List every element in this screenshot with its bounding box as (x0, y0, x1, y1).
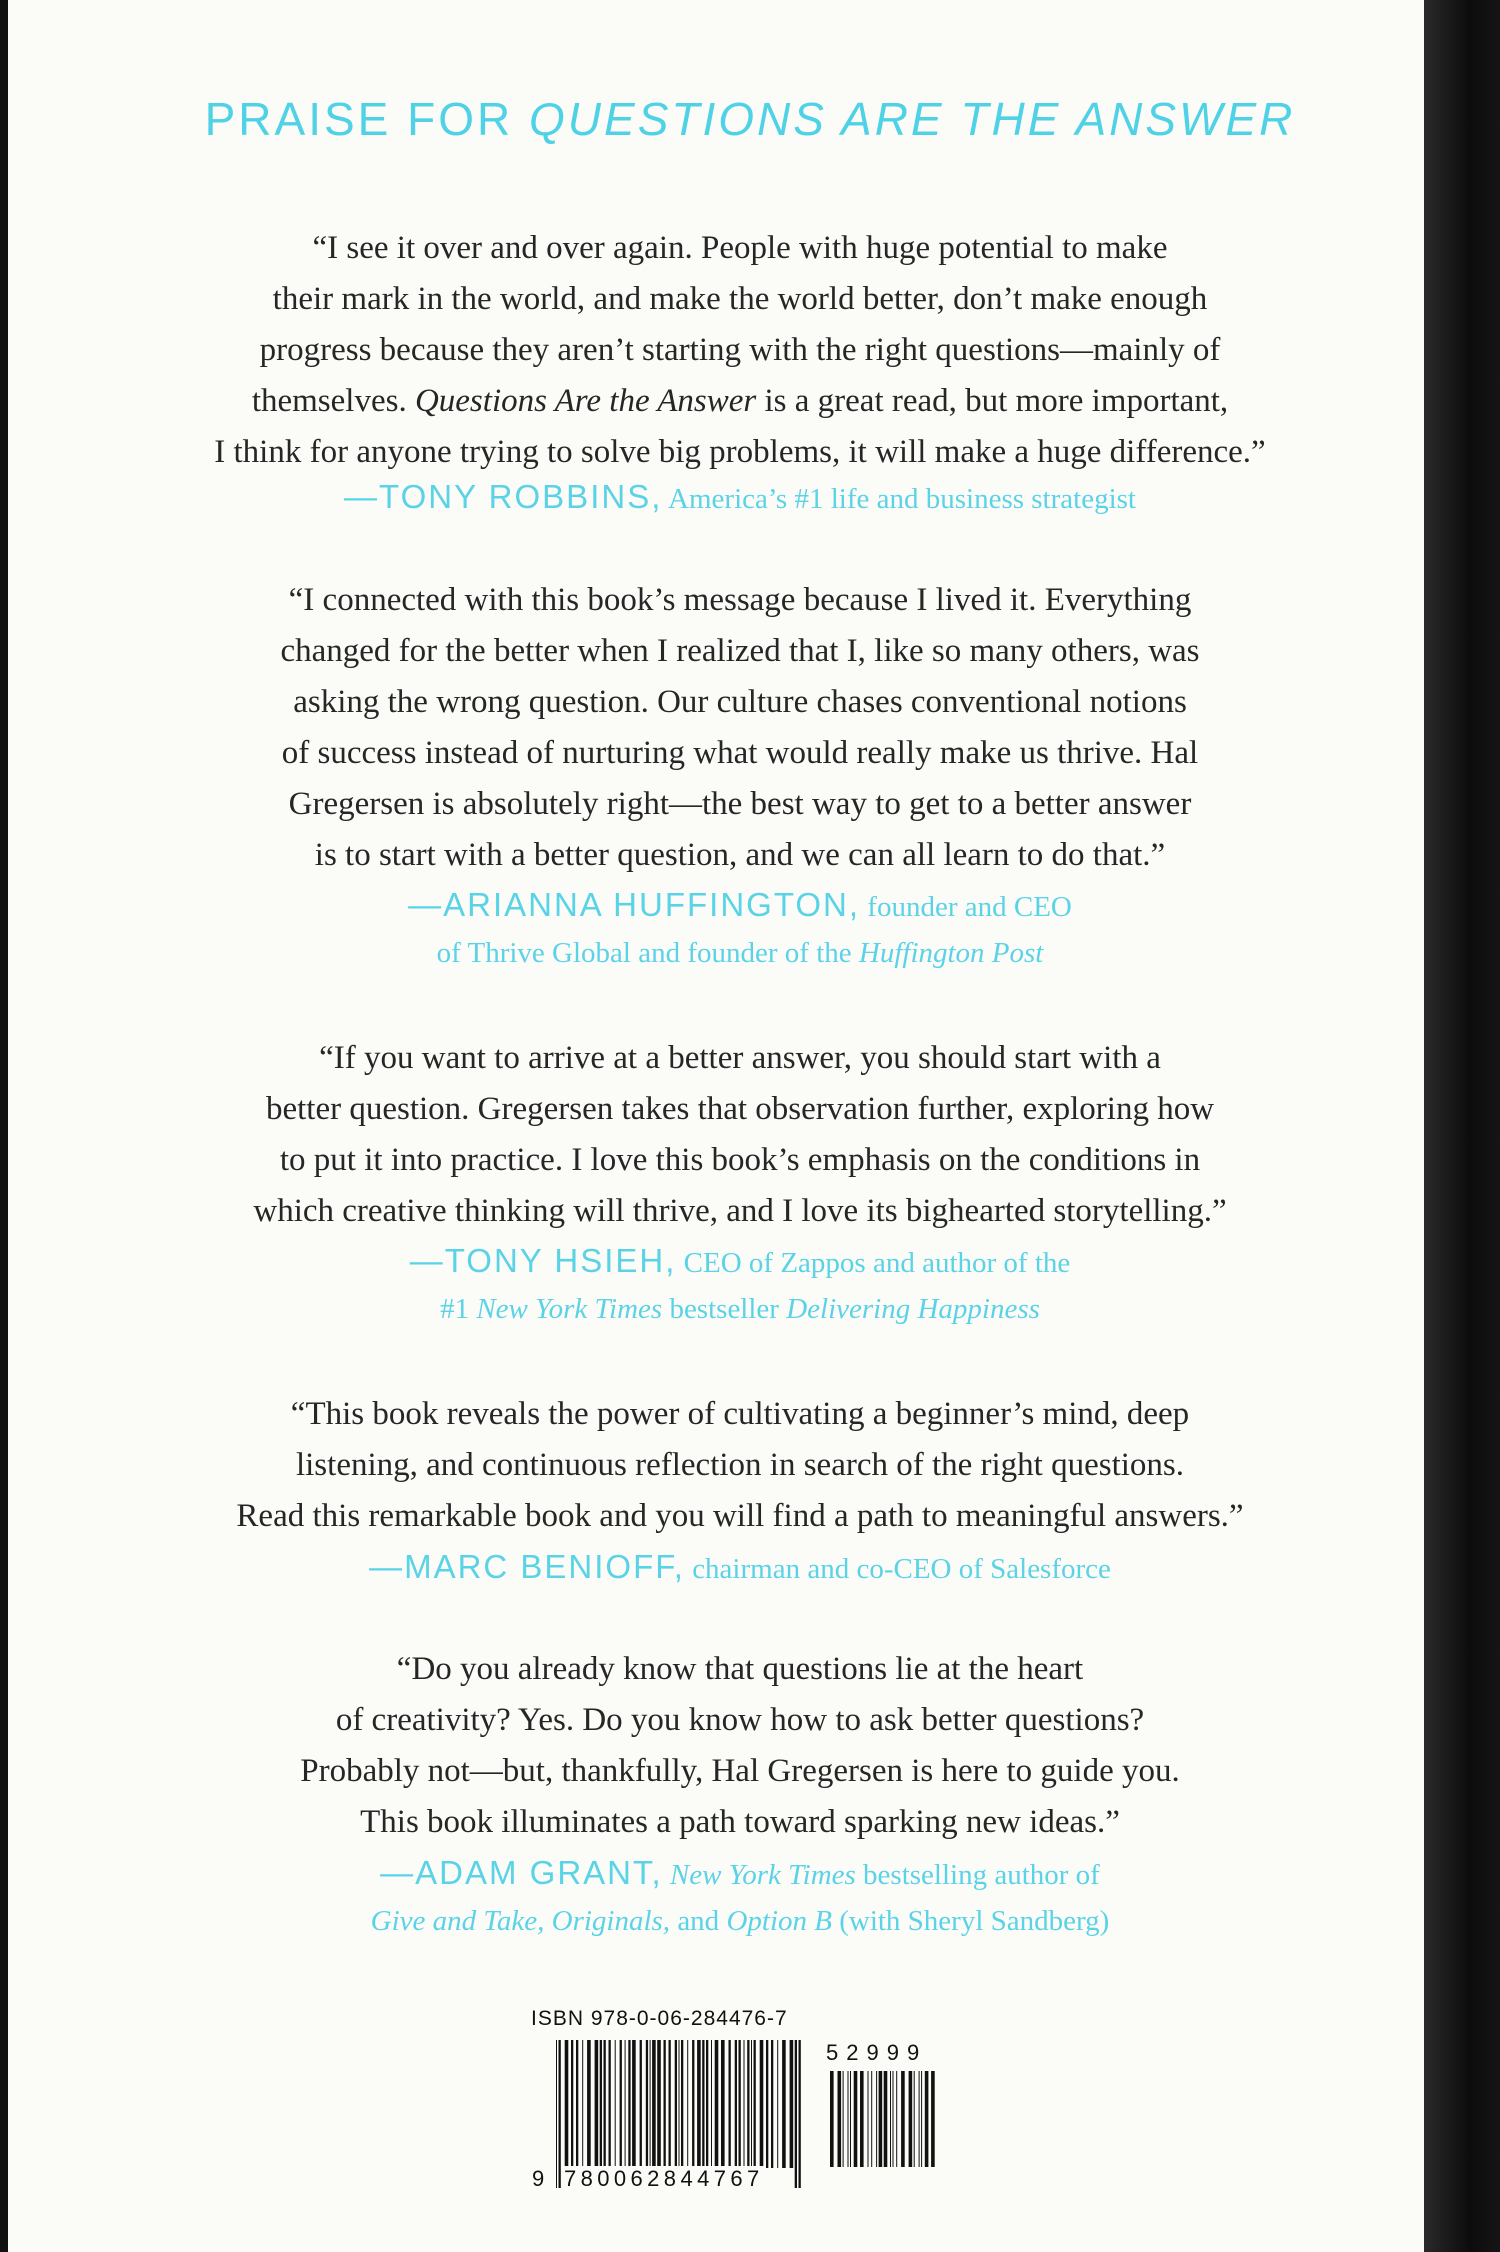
blurb-attribution-grant: —ADAM GRANT, New York Times bestselling author of Give and Take, Originals, and Option B (with Sheryl Sandberg) (370, 1854, 1110, 1937)
barcode-bar (706, 2040, 708, 2168)
price-addon-digits: 52999 (826, 2040, 928, 2065)
barcode-bar (652, 2040, 656, 2168)
barcode-bar (640, 2040, 642, 2168)
isbn-label: ISBN 978-0-06-284476-7 (531, 2007, 788, 2030)
blurb-quote-huffington: “I connected with this book’s message because I lived it. Everything changed for the better when I realized that I, like so many others, was asking the wrong question. Our culture chases conventional notions of success instead of nurturing what would really make us thrive. Hal Gregersen is absolutely right—the best way to get to a better answer is to start with a better question, and we can all learn to do that.” (280, 582, 1200, 873)
spine-left-edge (0, 0, 8, 2252)
barcode-bar (702, 2040, 704, 2168)
barcode-bar (628, 2040, 630, 2168)
attribution-name: —MARC BENIOFF, (369, 1548, 685, 1585)
barcode-bar (850, 2071, 851, 2167)
barcode-bar (692, 2040, 694, 2168)
barcode-bar (571, 2040, 573, 2168)
attribution-name: —TONY ROBBINS, (344, 478, 663, 515)
barcode-bar (582, 2040, 583, 2168)
barcode-bar (871, 2071, 872, 2167)
blurb-attribution-robbins: —TONY ROBBINS, America’s #1 life and business strategist (344, 478, 1136, 515)
barcode-bar (595, 2040, 599, 2168)
barcode-bar (795, 2040, 797, 2188)
blurb-attribution-benioff: —MARC BENIOFF, chairman and co-CEO of Salesforce (369, 1548, 1111, 1585)
barcode-bar (782, 2040, 786, 2168)
barcode-bar (664, 2040, 666, 2168)
barcode-bar (681, 2040, 683, 2168)
barcode-bar (715, 2040, 719, 2168)
barcode-bar (799, 2040, 801, 2188)
barcode-bar (754, 2040, 756, 2168)
blurb-attribution-hsieh: —TONY HSIEH, CEO of Zappos and author of the #1 New York Times bestseller Delivering Happiness (409, 1242, 1071, 1325)
barcode-bar (675, 2040, 677, 2168)
barcode-bar (914, 2071, 915, 2167)
barcode-bar (879, 2071, 883, 2167)
barcode-bar (721, 2040, 725, 2168)
blurb-quote-benioff: “This book reveals the power of cultivating a beginner’s mind, deep listening, and continuous reflection in search of the right questions. Read this remarkable book and you will find a path to meaningful answers.” (236, 1396, 1244, 1534)
barcode-bar (697, 2040, 701, 2168)
barcode-bar (576, 2040, 578, 2168)
barcode-lead-digit: 9 (532, 2166, 545, 2191)
barcode-bar (854, 2071, 858, 2167)
barcode-bar (747, 2040, 749, 2168)
barcode-bar (679, 2040, 680, 2168)
barcode-bar (777, 2040, 778, 2168)
barcode-bar (830, 2071, 834, 2167)
barcode-bar (838, 2071, 842, 2167)
barcode-bar (669, 2040, 671, 2168)
barcode-bar (893, 2071, 894, 2167)
barcode-bar (919, 2071, 920, 2167)
barcode-bar (909, 2071, 913, 2167)
barcode-bar (766, 2040, 768, 2168)
barcode-bar (843, 2071, 844, 2167)
barcode-bar (615, 2040, 616, 2168)
barcode-bar (632, 2040, 636, 2168)
barcode-bar (604, 2040, 606, 2168)
attribution-name: —TONY HSIEH, (409, 1242, 677, 1279)
barcode-bar (646, 2040, 648, 2168)
barcode-bar (890, 2071, 891, 2167)
barcode-bar (925, 2071, 929, 2167)
barcode-bar (559, 2040, 561, 2188)
barcode-bar (868, 2071, 869, 2167)
barcode-bar (657, 2040, 661, 2168)
praise-heading: PRAISE FOR QUESTIONS ARE THE ANSWER (204, 93, 1296, 145)
barcode-bar (884, 2071, 888, 2167)
barcode-bar (625, 2040, 626, 2168)
barcode-bar (921, 2071, 922, 2167)
barcode-bar (739, 2040, 741, 2168)
barcode-bar (901, 2071, 905, 2167)
barcode-bar (729, 2040, 731, 2168)
barcode-bar (587, 2040, 591, 2168)
barcode-digits: 780062844767 (564, 2166, 764, 2191)
spine-right-edge (1424, 0, 1500, 2252)
blurb-quote-grant: “Do you already know that questions lie at the heart of creativity? Yes. Do you know how to ask better questions? Probably not—but, thankfully, Hal Gregersen is here to guide you. This book illuminates a path toward sparking new ideas.” (300, 1651, 1180, 1840)
attribution-name: —ADAM GRANT, (380, 1854, 663, 1891)
barcode-bar (565, 2040, 569, 2168)
barcode-bar (860, 2071, 864, 2167)
barcode-bar (735, 2040, 737, 2168)
barcode-bar (556, 2040, 557, 2188)
price-addon-barcode (828, 2071, 936, 2187)
barcode-bar (896, 2071, 897, 2167)
barcode-bar (600, 2040, 602, 2168)
barcode-bar (848, 2071, 849, 2167)
barcode-bar (790, 2040, 794, 2168)
barcode-bar (609, 2040, 611, 2168)
book-title: QUESTIONS ARE THE ANSWER (529, 93, 1296, 145)
barcode-bar (744, 2040, 745, 2168)
barcode-bar (876, 2071, 877, 2167)
attribution-name: —ARIANNA HUFFINGTON, (408, 886, 861, 923)
blurb-quote-hsieh: “If you want to arrive at a better answer, you should start with a better question. Gregersen takes that observation further, exploring how to put it into practice. I love this book’s emphasis on the conditions in which creative thinking will thrive, and I love its bighearted storytelling.” (253, 1040, 1227, 1229)
barcode-bar (650, 2040, 651, 2168)
barcode-bar (687, 2040, 688, 2168)
barcode-bar (620, 2040, 622, 2168)
barcode-bar (771, 2040, 773, 2168)
barcode-bar (760, 2040, 764, 2168)
barcode-bar (751, 2040, 752, 2168)
barcode-bar (931, 2071, 935, 2167)
blurb-quote-robbins: “I see it over and over again. People with huge potential to make their mark in the world, and make the world better, don’t make enough progress because they aren’t starting with the right questions—mainly of themselves. Questions Are the Answer is a great read, but more important, I think for anyone trying to solve big problems, it will make a huge difference.” (214, 230, 1266, 470)
blurb-attribution-huffington: —ARIANNA HUFFINGTON, founder and CEO of Thrive Global and founder of the Huffington Post (408, 886, 1072, 969)
